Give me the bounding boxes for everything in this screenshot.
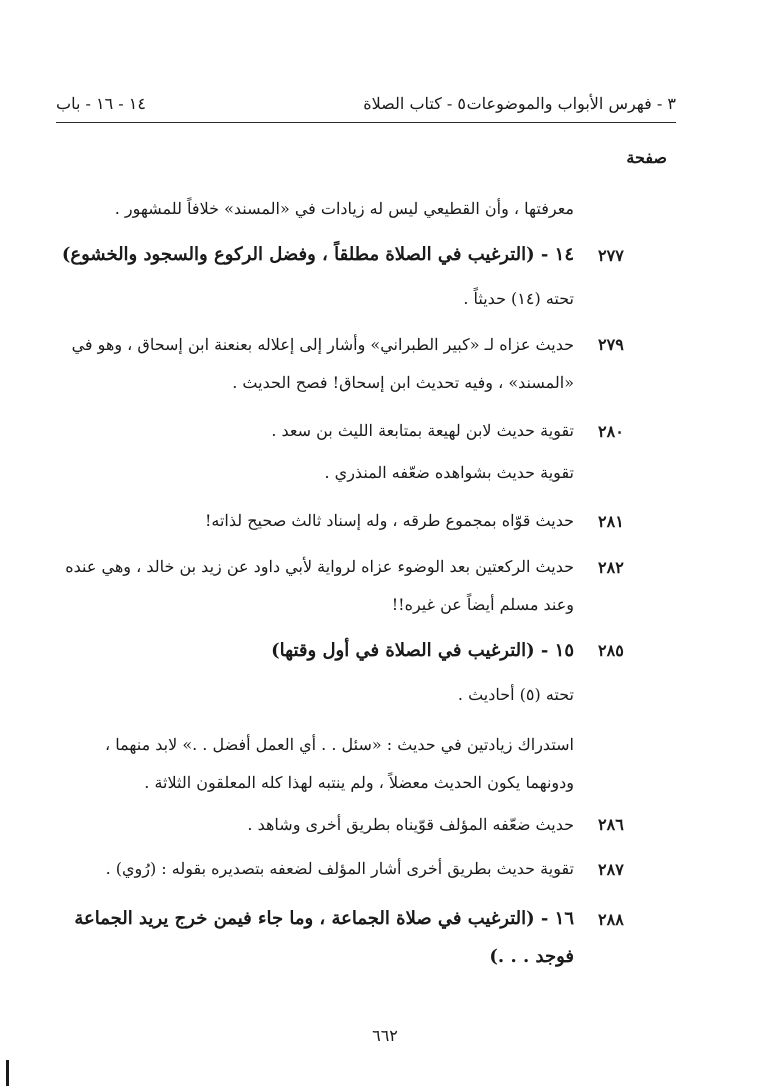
index-entry: حديث قوّاه بمجموع طرقه ، وله إسناد ثالث صحيح لذاته! — [204, 511, 574, 530]
index-entry: تقوية حديث بطريق أخرى أشار المؤلف لضعفه بتصديره بقوله : (رُوي) . — [105, 859, 574, 878]
entry-page-number: ٢٧٧ — [598, 246, 624, 265]
index-entry: تقوية حديث لابن لهيعة بمتابعة الليث بن سعد . — [271, 421, 574, 440]
chapter-heading: ١٥ - (الترغيب في الصلاة في أول وقتها) — [271, 640, 574, 661]
entry-page-number: ٢٨٧ — [598, 860, 624, 879]
entry-page-number: ٢٨٢ — [598, 558, 624, 577]
header-rule — [56, 122, 676, 123]
index-entry: تحته (٥) أحاديث . — [457, 685, 574, 704]
index-entry: تحته (١٤) حديثاً . — [463, 289, 574, 308]
chapter-heading: ١٦ - (الترغيب في صلاة الجماعة ، وما جاء فيمن خرج يريد الجماعة فوجد . . .) — [74, 908, 574, 967]
index-entry: استدراك زيادتين في حديث : «سئل . . أي العمل أفضل . .» لابد منهما ، ودونهما يكون الحديث معضلاً ، ولم ينتبه لهذا كله المعلقون الثلاثة . — [105, 735, 574, 792]
scan-edge-mark — [6, 1060, 9, 1086]
header-book-title: ٥ - كتاب الصلاة — [363, 94, 466, 113]
entry-page-number: ٢٧٩ — [598, 335, 624, 354]
header-section-title: ٣ - فهرس الأبواب والموضوعات — [466, 94, 676, 113]
index-entry: تقوية حديث بشواهده ضعّفه المنذري . — [324, 463, 574, 482]
entry-page-number: ٢٨٨ — [598, 910, 624, 929]
header-chapter-range: ١٤ - ١٦ - باب — [56, 94, 146, 113]
entry-page-number: ٢٨٠ — [598, 422, 624, 441]
page-number: ٦٦٢ — [372, 1026, 398, 1045]
index-entry: حديث ضعّفه المؤلف قوّيناه بطريق أخرى وشاهد . — [247, 815, 574, 834]
entry-page-number: ٢٨١ — [598, 512, 624, 531]
entry-page-number: ٢٨٥ — [598, 641, 624, 660]
running-header — [56, 86, 676, 120]
entry-page-number: ٢٨٦ — [598, 815, 624, 834]
index-entry: حديث عزاه لـ «كبير الطبراني» وأشار إلى إعلاله بعنعنة ابن إسحاق ، وهو في «المسند» ، وفيه تحديث ابن إسحاق! فصح الحديث . — [71, 335, 574, 392]
index-entry: حديث الركعتين بعد الوضوء عزاه لرواية لأبي داود عن زيد بن خالد ، وهي عنده وعند مسلم أيضاً عن غيره!! — [65, 557, 574, 614]
chapter-heading: ١٤ - (الترغيب في الصلاة مطلقاً ، وفضل الركوع والسجود والخشوع) — [61, 244, 574, 265]
page-column-label: صفحة — [626, 148, 667, 167]
index-entry: معرفتها ، وأن القطيعي ليس له زيادات في «المسند» خلافاً للمشهور . — [114, 199, 574, 218]
